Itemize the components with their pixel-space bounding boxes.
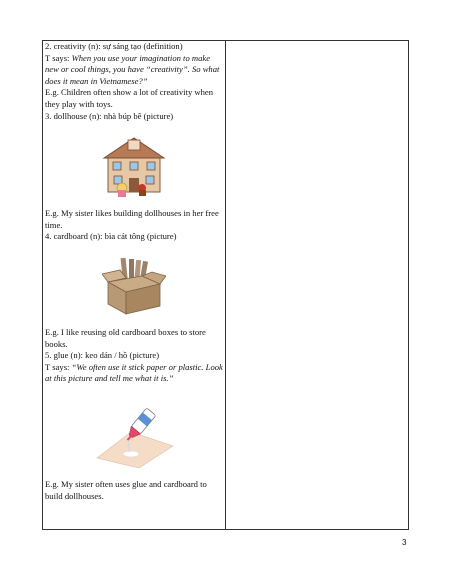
creativity-heading: 2. creativity (n): sự sáng tạo (definition) — [45, 41, 183, 51]
dollhouse-icon — [100, 134, 168, 198]
dollhouse-example: E.g. My sister likes building dollhouses in her free time. — [45, 208, 219, 230]
glue-teacher-says — [45, 362, 223, 385]
creativity-example: E.g. Children often show a lot of creativity when they play with toys. — [45, 87, 214, 109]
teacher-quote: “We often use it stick paper or plastic. Look at this picture and tell me what it is.” — [45, 361, 223, 384]
glue-bottle-picture — [45, 399, 223, 471]
cardboard-box-picture — [45, 253, 223, 319]
teacher-says-label: T says: — [45, 52, 72, 63]
vocabulary-column — [45, 41, 223, 502]
glue-example: E.g. My sister often uses glue and cardboard to build dollhouses. — [45, 478, 207, 501]
dollhouse-heading: 3. dollhouse (n): nhà búp bê (picture) — [45, 110, 174, 121]
cardboard-heading: 4. cardboard (n): bìa cát tông (picture) — [45, 231, 177, 242]
page-number: 3 — [402, 538, 407, 547]
cardboard-box-icon — [102, 256, 166, 316]
creativity-teacher-says — [45, 53, 223, 88]
glue-heading: 5. glue (n): keo dán / hồ (picture) — [45, 350, 160, 361]
glue-bottle-icon — [91, 402, 177, 468]
teacher-says-label: T says: — [45, 361, 72, 372]
table-column-divider — [225, 40, 226, 530]
dollhouse-picture — [45, 132, 223, 200]
teacher-quote: When you use your imagination to make new or cool things, you have “creativity”. So what does it mean in Vietnamese?” — [45, 52, 220, 86]
cardboard-example: E.g. I like reusing old cardboard boxes to store books. — [45, 326, 206, 349]
